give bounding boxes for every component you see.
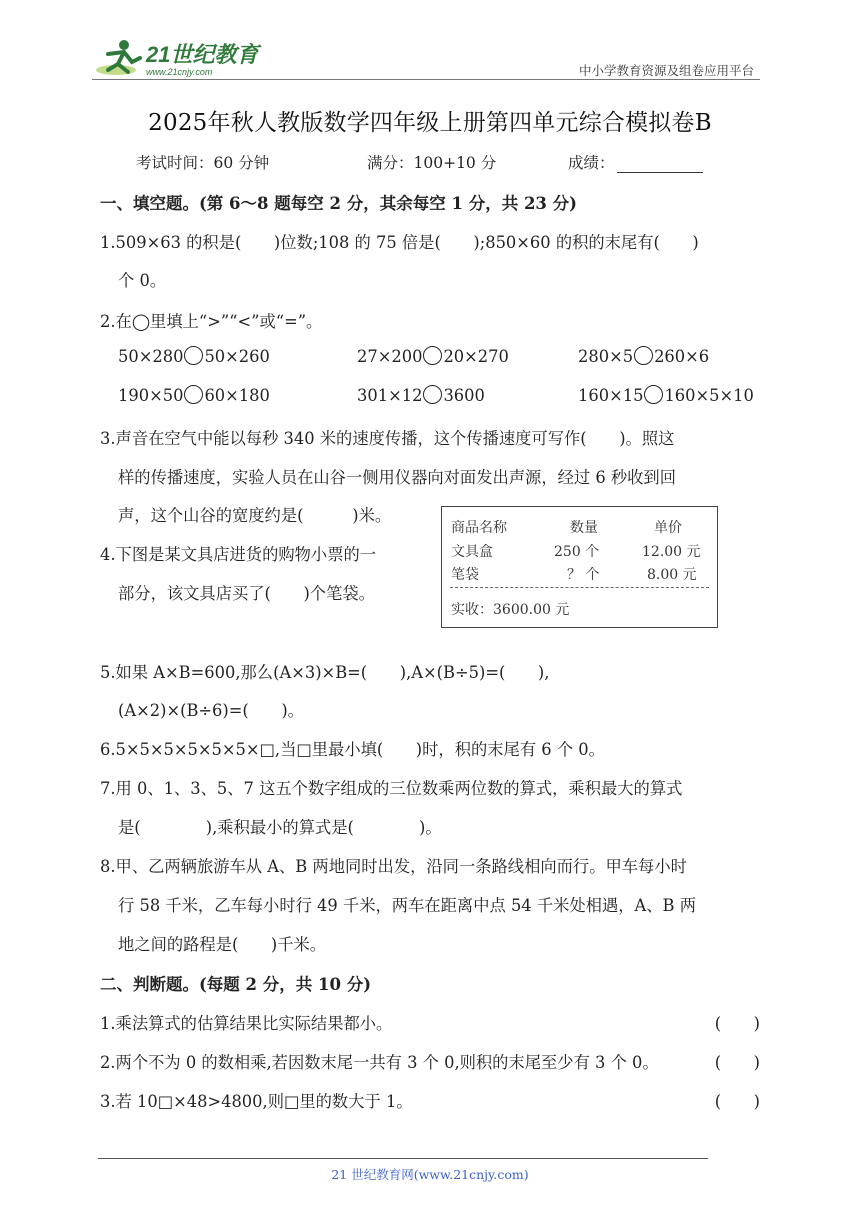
compare-expr-5: 301×12 3600 bbox=[357, 386, 485, 405]
question-1-line-2: 个 0。 bbox=[118, 271, 167, 290]
judge-item-3: 3.若 10□×48>4800,则□里的数大于 1。 bbox=[100, 1092, 413, 1111]
question-3-line-1: 3.声音在空气中能以每秒 340 米的速度传播，这个传播速度可写作( )。照这 bbox=[100, 429, 675, 448]
receipt-header-qty: 数量 bbox=[570, 520, 598, 536]
compare-expr-6: 160×15 160×5×10 bbox=[578, 386, 754, 405]
question-4-line-1: 4.下图是某文具店进货的购物小票的一 bbox=[100, 545, 377, 564]
exam-time: 考试时间：60 分钟 bbox=[136, 154, 270, 172]
question-6-line-1: 6.5×5×5×5×5×5×□,当□里最小填( )时，积的末尾有 6 个 0。 bbox=[100, 740, 605, 759]
footer-divider bbox=[98, 1158, 708, 1159]
section-true-false-heading: 二、判断题。(每题 2 分，共 10 分) bbox=[100, 975, 372, 994]
runner-logo-icon bbox=[96, 40, 140, 75]
shopping-receipt bbox=[441, 506, 718, 628]
receipt-row-1-price: 12.00 元 bbox=[642, 544, 701, 560]
compare-circle[interactable] bbox=[423, 346, 442, 365]
question-8-line-1: 8.甲、乙两辆旅游车从 A、B 两地同时出发，沿同一条路线相向而行。甲车每小时 bbox=[100, 857, 687, 876]
judge-answer-2[interactable]: ( ) bbox=[714, 1053, 760, 1072]
compare-expr-3: 280×5 260×6 bbox=[578, 347, 710, 366]
compare-expr-1: 50×280 50×260 bbox=[118, 347, 270, 366]
receipt-divider bbox=[450, 587, 709, 588]
compare-circle[interactable] bbox=[184, 346, 203, 365]
grade-label: 成绩： bbox=[568, 154, 615, 172]
judge-answer-1[interactable]: ( ) bbox=[714, 1014, 760, 1033]
logo-text: 21世纪教育 bbox=[146, 42, 259, 67]
logo-url: www.21cnjy.com bbox=[146, 67, 213, 77]
question-3-line-3: 声，这个山谷的宽度约是( )米。 bbox=[118, 506, 392, 525]
question-7-line-1: 7.用 0、1、3、5、7 这五个数字组成的三位数乘两位数的算式，乘积最大的算式 bbox=[100, 779, 683, 798]
site-logo bbox=[94, 36, 264, 82]
question-3-line-2: 样的传播速度，实验人员在山谷一侧用仪器向对面发出声源，经过 6 秒收到回 bbox=[118, 468, 676, 487]
receipt-header-name: 商品名称 bbox=[451, 520, 507, 536]
receipt-header-price: 单价 bbox=[654, 520, 682, 536]
receipt-row-2-name: 笔袋 bbox=[451, 567, 479, 583]
header-platform-text: 中小学教育资源及组卷应用平台 bbox=[578, 63, 754, 78]
compare-circle[interactable] bbox=[634, 346, 653, 365]
header-divider bbox=[92, 79, 760, 80]
judge-item-2: 2.两个不为 0 的数相乘,若因数末尾一共有 3 个 0,则积的末尾至少有 3 个 0。 bbox=[100, 1053, 659, 1072]
receipt-total: 实收：3600.00 元 bbox=[451, 602, 570, 618]
question-5-line-1: 5.如果 A×B=600,那么(A×3)×B=( ),A×(B÷5)=( ), bbox=[100, 663, 550, 682]
judge-answer-3[interactable]: ( ) bbox=[714, 1092, 760, 1111]
section-fill-blank-heading: 一、填空题。(第 6～8 题每空 2 分，其余每空 1 分，共 23 分) bbox=[100, 194, 577, 213]
question-1-line-1: 1.509×63 的积是( )位数;108 的 75 倍是( );850×60 的积的末尾有( ) bbox=[100, 233, 699, 252]
question-4-line-2: 部分，该文具店买了( )个笔袋。 bbox=[118, 584, 375, 603]
question-8-line-3: 地之间的路程是( )千米。 bbox=[118, 935, 327, 954]
footer-link[interactable]: 21 世纪教育网(www.21cnjy.com) bbox=[331, 1167, 529, 1182]
compare-expr-4: 190×50 60×180 bbox=[118, 386, 270, 405]
question-7-line-2: 是( ),乘积最小的算式是( )。 bbox=[118, 818, 442, 837]
judge-item-1: 1.乘法算式的估算结果比实际结果都小。 bbox=[100, 1014, 393, 1033]
receipt-row-2-qty: ？ 个 bbox=[567, 567, 600, 583]
compare-expr-2: 27×200 20×270 bbox=[357, 347, 509, 366]
receipt-row-2-price: 8.00 元 bbox=[647, 567, 697, 583]
page-title: 2025年秋人教版数学四年级上册第四单元综合模拟卷B bbox=[148, 110, 712, 136]
question-5-line-2: (A×2)×(B÷6)=( )。 bbox=[118, 701, 304, 720]
question-8-line-2: 行 58 千米，乙车每小时行 49 千米，两车在距离中点 54 千米处相遇，A、B 两 bbox=[118, 896, 696, 915]
question-2-line-1: 2.在◯里填上“>”“<”或“=”。 bbox=[100, 312, 323, 331]
full-score: 满分：100+10 分 bbox=[367, 154, 497, 172]
receipt-row-1-qty: 250 个 bbox=[554, 544, 600, 560]
receipt-row-1-name: 文具盒 bbox=[451, 544, 493, 560]
compare-circle[interactable] bbox=[644, 385, 663, 404]
grade-field bbox=[568, 151, 703, 173]
compare-circle[interactable] bbox=[184, 385, 203, 404]
compare-circle[interactable] bbox=[423, 385, 442, 404]
grade-blank[interactable] bbox=[617, 155, 703, 173]
